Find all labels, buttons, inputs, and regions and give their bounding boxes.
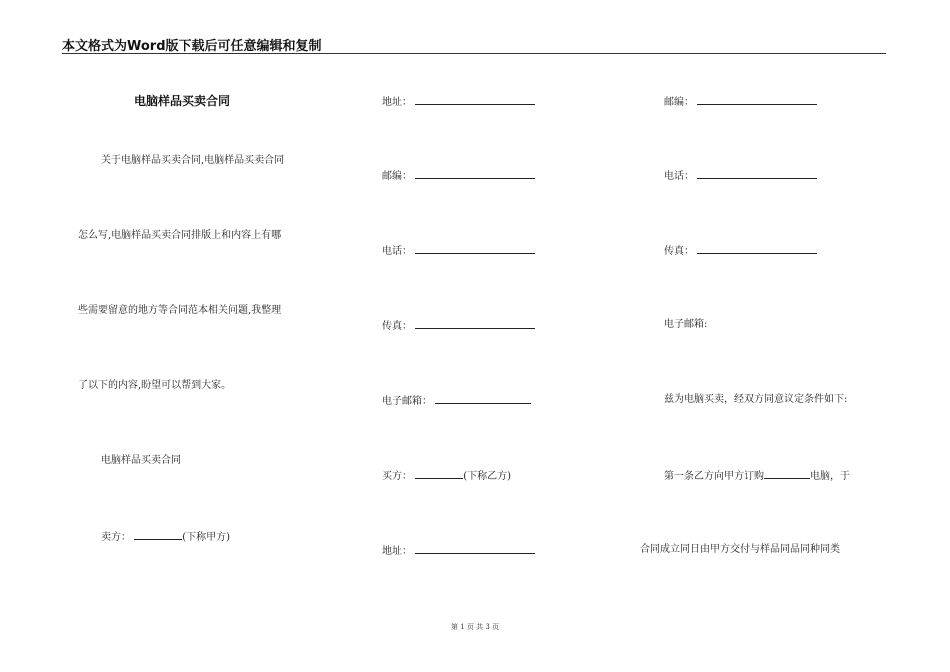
seller-fax-line bbox=[382, 318, 535, 334]
seller-postcode-label: 邮编： bbox=[382, 171, 412, 182]
buyer-label: 买方： bbox=[382, 471, 412, 482]
contract-title: 电脑样品买卖合同 bbox=[134, 94, 231, 108]
seller-email-line bbox=[382, 393, 531, 409]
buyer-postcode-blank bbox=[697, 94, 817, 105]
clause-1-line bbox=[664, 468, 850, 484]
seller-fax-label: 传真： bbox=[382, 321, 412, 332]
buyer-address-label: 地址： bbox=[382, 546, 412, 557]
buyer-phone-label: 电话： bbox=[664, 171, 694, 182]
buyer-blank bbox=[415, 468, 463, 479]
header-banner-text: 本文格式为Word版下载后可任意编辑和复制 bbox=[62, 39, 322, 54]
intro-line-4: 了以下的内容,盼望可以帮到大家。 bbox=[78, 380, 232, 391]
buyer-address-blank bbox=[415, 543, 535, 554]
seller-email-label: 电子邮箱： bbox=[382, 396, 432, 407]
seller-label: 卖方： bbox=[101, 532, 131, 543]
clause-1-suffix: 电脑，于 bbox=[810, 471, 850, 482]
buyer-fax-line bbox=[664, 243, 817, 259]
seller-address-line bbox=[382, 94, 535, 110]
buyer-phone-blank bbox=[697, 168, 817, 179]
intro-line-2: 怎么写,电脑样品买卖合同排版上和内容上有哪 bbox=[78, 230, 282, 241]
seller-fax-blank bbox=[415, 318, 535, 329]
clause-intro: 兹为电脑买卖，经双方同意议定条件如下: bbox=[664, 394, 848, 405]
seller-address-blank bbox=[415, 94, 535, 105]
seller-address-label: 地址： bbox=[382, 97, 412, 108]
buyer-postcode-line bbox=[664, 94, 817, 110]
buyer-address-line bbox=[382, 543, 535, 559]
seller-postcode-line bbox=[382, 168, 535, 184]
buyer-line bbox=[382, 468, 511, 484]
intro-line-1: 关于电脑样品买卖合同,电脑样品买卖合同 bbox=[101, 155, 285, 166]
clause-1-blank bbox=[764, 468, 810, 479]
seller-postcode-blank bbox=[415, 168, 535, 179]
clause-1-continuation: 合同成立同日由甲方交付与样品同品同种同类 bbox=[640, 544, 840, 555]
buyer-suffix: (下称乙方) bbox=[463, 471, 511, 482]
clause-1-prefix: 第一条乙方向甲方订购 bbox=[664, 471, 764, 482]
seller-blank bbox=[134, 529, 182, 540]
seller-line bbox=[101, 529, 230, 545]
seller-email-blank bbox=[435, 393, 531, 404]
contract-subtitle: 电脑样品买卖合同 bbox=[101, 455, 181, 466]
seller-phone-line bbox=[382, 243, 535, 259]
intro-line-3: 些需要留意的地方等合同范本相关问题,我整理 bbox=[78, 305, 282, 316]
buyer-postcode-label: 邮编： bbox=[664, 97, 694, 108]
page-footer: 第 1 页 共 3 页 bbox=[450, 623, 500, 631]
seller-phone-blank bbox=[415, 243, 535, 254]
buyer-email-line: 电子邮箱: bbox=[664, 319, 708, 330]
seller-phone-label: 电话： bbox=[382, 246, 412, 257]
buyer-fax-blank bbox=[697, 243, 817, 254]
buyer-fax-label: 传真： bbox=[664, 246, 694, 257]
seller-suffix: (下称甲方) bbox=[182, 532, 230, 543]
buyer-phone-line bbox=[664, 168, 817, 184]
header-banner bbox=[62, 33, 886, 54]
